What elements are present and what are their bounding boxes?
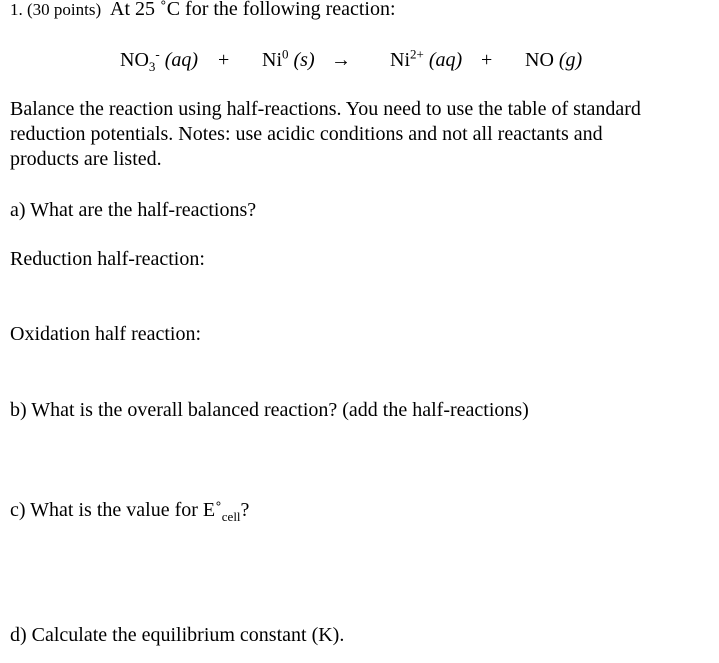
reaction-arrow-icon: →: [331, 49, 351, 71]
oxidation-label: Oxidation half reaction:: [10, 323, 202, 345]
question-header: [10, 0, 396, 22]
plus-sign: +: [481, 49, 493, 71]
reactant-nitrate: $NO_3^-$ (aq): [120, 46, 199, 74]
instructions-line: products are listed.: [10, 148, 162, 170]
product-nickel-ion: $Ni^{2+}$ (aq): [390, 46, 463, 71]
part-c: c) What is the value for $E˚_{cell}$?: [10, 499, 250, 524]
question-intro: At 25 ˚C for the following reaction:: [110, 0, 396, 20]
question-number: 1. (30 points): [10, 0, 102, 19]
instructions-line: Balance the reaction using half-reactions. You need to use the table of standard: [10, 98, 641, 120]
part-a: a) What are the half-reactions?: [10, 199, 257, 221]
part-d: d) Calculate the equilibrium constant (K).: [10, 624, 345, 646]
product-no: NO (g): [525, 49, 583, 71]
reactant-nickel: Ni$^0$ (s): [262, 46, 315, 71]
instructions-line: reduction potentials. Notes: use acidic conditions and not all reactants and: [10, 123, 603, 145]
reduction-label: Reduction half-reaction:: [10, 248, 205, 270]
plus-sign: +: [218, 49, 230, 71]
part-b: b) What is the overall balanced reaction? (add the half-reactions): [10, 399, 529, 421]
